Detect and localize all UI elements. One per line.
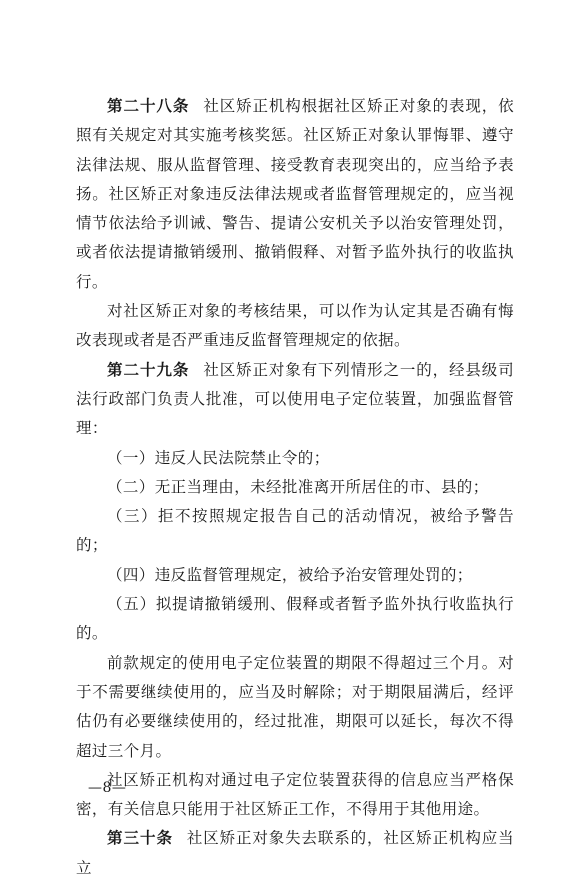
paragraph (76, 649, 514, 766)
paragraph (76, 766, 514, 825)
paragraph-text: 前款规定的使用电子定位装置的期限不得超过三个月。对于不需要继续使用的，应当及时解除；对于期限届满后，经评估仍有必要继续使用的，经过批准，期限可以延长，每次不得超过三个月。 (76, 653, 514, 760)
paragraph-art29 (76, 356, 514, 444)
page-number: —8— (88, 780, 127, 796)
list-item (76, 502, 514, 561)
list-item (76, 473, 514, 502)
article-heading: 第三十条 (107, 829, 173, 848)
article-heading: 第二十九条 (107, 360, 190, 379)
list-item (76, 590, 514, 649)
list-item-text: （一）违反人民法院禁止令的； (107, 448, 330, 467)
article-heading: 第二十八条 (107, 97, 190, 115)
list-item-text: （五）拟提请撤销缓刑、假释或者暂予监外执行收监执行的。 (76, 595, 514, 643)
list-item (76, 444, 514, 473)
document-body (76, 92, 514, 883)
paragraph-art28 (76, 92, 514, 297)
paragraph-art30 (76, 824, 514, 883)
list-item-text: （二）无正当理由，未经批准离开所居住的市、县的； (107, 477, 489, 496)
paragraph-text: 社区矫正机构根据社区矫正对象的表现，依照有关规定对其实施考核奖惩。社区矫正对象认罪悔罪、遵守法律法规、服从监督管理、接受教育表现突出的，应当给予表扬。社区矫正对象违反法律法规或者监督管理规定的，应当视情节依法给予训诫、警告、提请公安机关予以治安管理处罚，或者依法提请撤销缓刑、撤销假释、对暂予监外执行的收监执行。 (76, 97, 514, 291)
paragraph-text: 社区矫正对象失去联系的，社区矫正机构应当立 (76, 829, 514, 877)
paragraph-text: 社区矫正机构对通过电子定位装置获得的信息应当严格保密，有关信息只能用于社区矫正工作，不得用于其他用途。 (76, 770, 514, 819)
paragraph-text: 社区矫正对象有下列情形之一的，经县级司法行政部门负责人批准，可以使用电子定位装置，加强监督管理： (76, 360, 514, 438)
paragraph-text: 对社区矫正对象的考核结果，可以作为认定其是否确有悔改表现或者是否严重违反监督管理规定的依据。 (76, 302, 514, 350)
list-item-text: （三）拒不按照规定报告自己的活动情况，被给予警告的； (76, 507, 514, 555)
list-item-text: （四）违反监督管理规定，被给予治安管理处罚的； (107, 565, 473, 584)
paragraph (76, 297, 514, 356)
list-item (76, 561, 514, 590)
